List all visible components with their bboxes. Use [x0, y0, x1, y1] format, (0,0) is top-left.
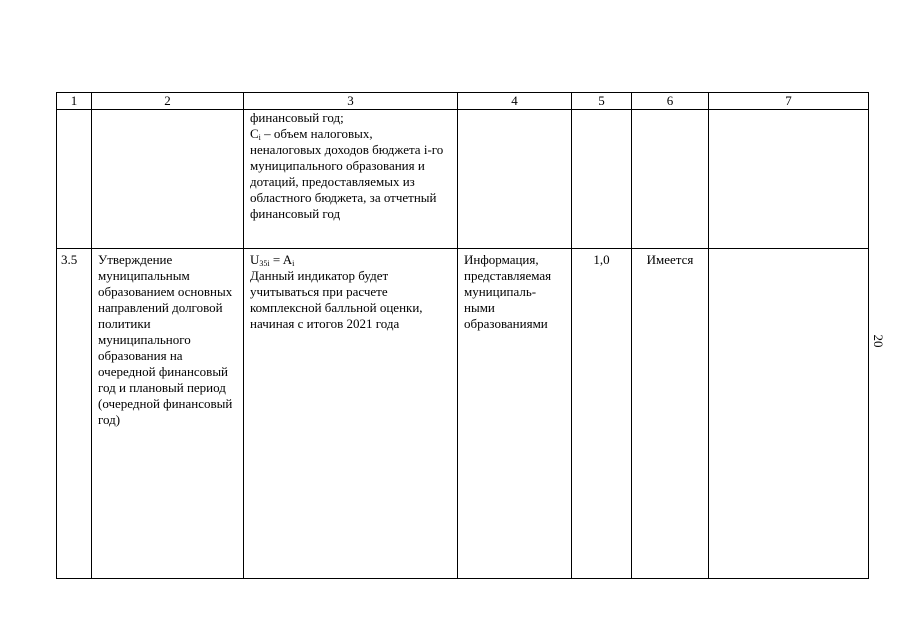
cont-cell-5 [572, 110, 632, 249]
page-number: 20 [871, 334, 886, 348]
cont-cell-6 [632, 110, 709, 249]
header-col-2: 2 [92, 93, 244, 110]
cont-text: неналоговых доходов бюджета i-го муниципального образования и дотаций, предоставляемых из областного бюджета, за отчетный финансовый год [250, 142, 444, 221]
cont-cell-7 [709, 110, 869, 249]
note-cell [709, 249, 869, 579]
indicator-table [56, 92, 869, 579]
cont-line-1: финансовый год; [250, 110, 344, 125]
header-col-1: 1 [57, 93, 92, 110]
header-col-5: 5 [572, 93, 632, 110]
cont-cell-3 [244, 110, 458, 249]
indicator-name: Утверждение муниципальным образованием основных направлений долговой политики муниципального образования на очередной финансовый год и плановый период (очередной финансовый год) [92, 249, 244, 579]
continuation-row [57, 110, 869, 249]
row-number: 3.5 [57, 249, 92, 579]
ci-definition: $C_i$ – объем налоговых, [250, 126, 373, 142]
header-col-6: 6 [632, 93, 709, 110]
cont-cell-2 [92, 110, 244, 249]
cont-cell-1 [57, 110, 92, 249]
calculation-description: Данный индикатор будет учитываться при расчете комплексной балльной оценки, начиная с итогов 2021 года [250, 268, 423, 331]
cont-cell-4 [458, 110, 572, 249]
calculation-cell [244, 249, 458, 579]
header-col-4: 4 [458, 93, 572, 110]
weight-value: 1,0 [572, 249, 632, 579]
header-row [57, 93, 869, 110]
formula: $U_{35i} = A_i$ [250, 252, 295, 268]
status-value: Имеется [632, 249, 709, 579]
header-col-3: 3 [244, 93, 458, 110]
data-source: Информация, представляемая муниципаль-ными образованиями [458, 249, 572, 579]
header-col-7: 7 [709, 93, 869, 110]
table-row [57, 249, 869, 579]
